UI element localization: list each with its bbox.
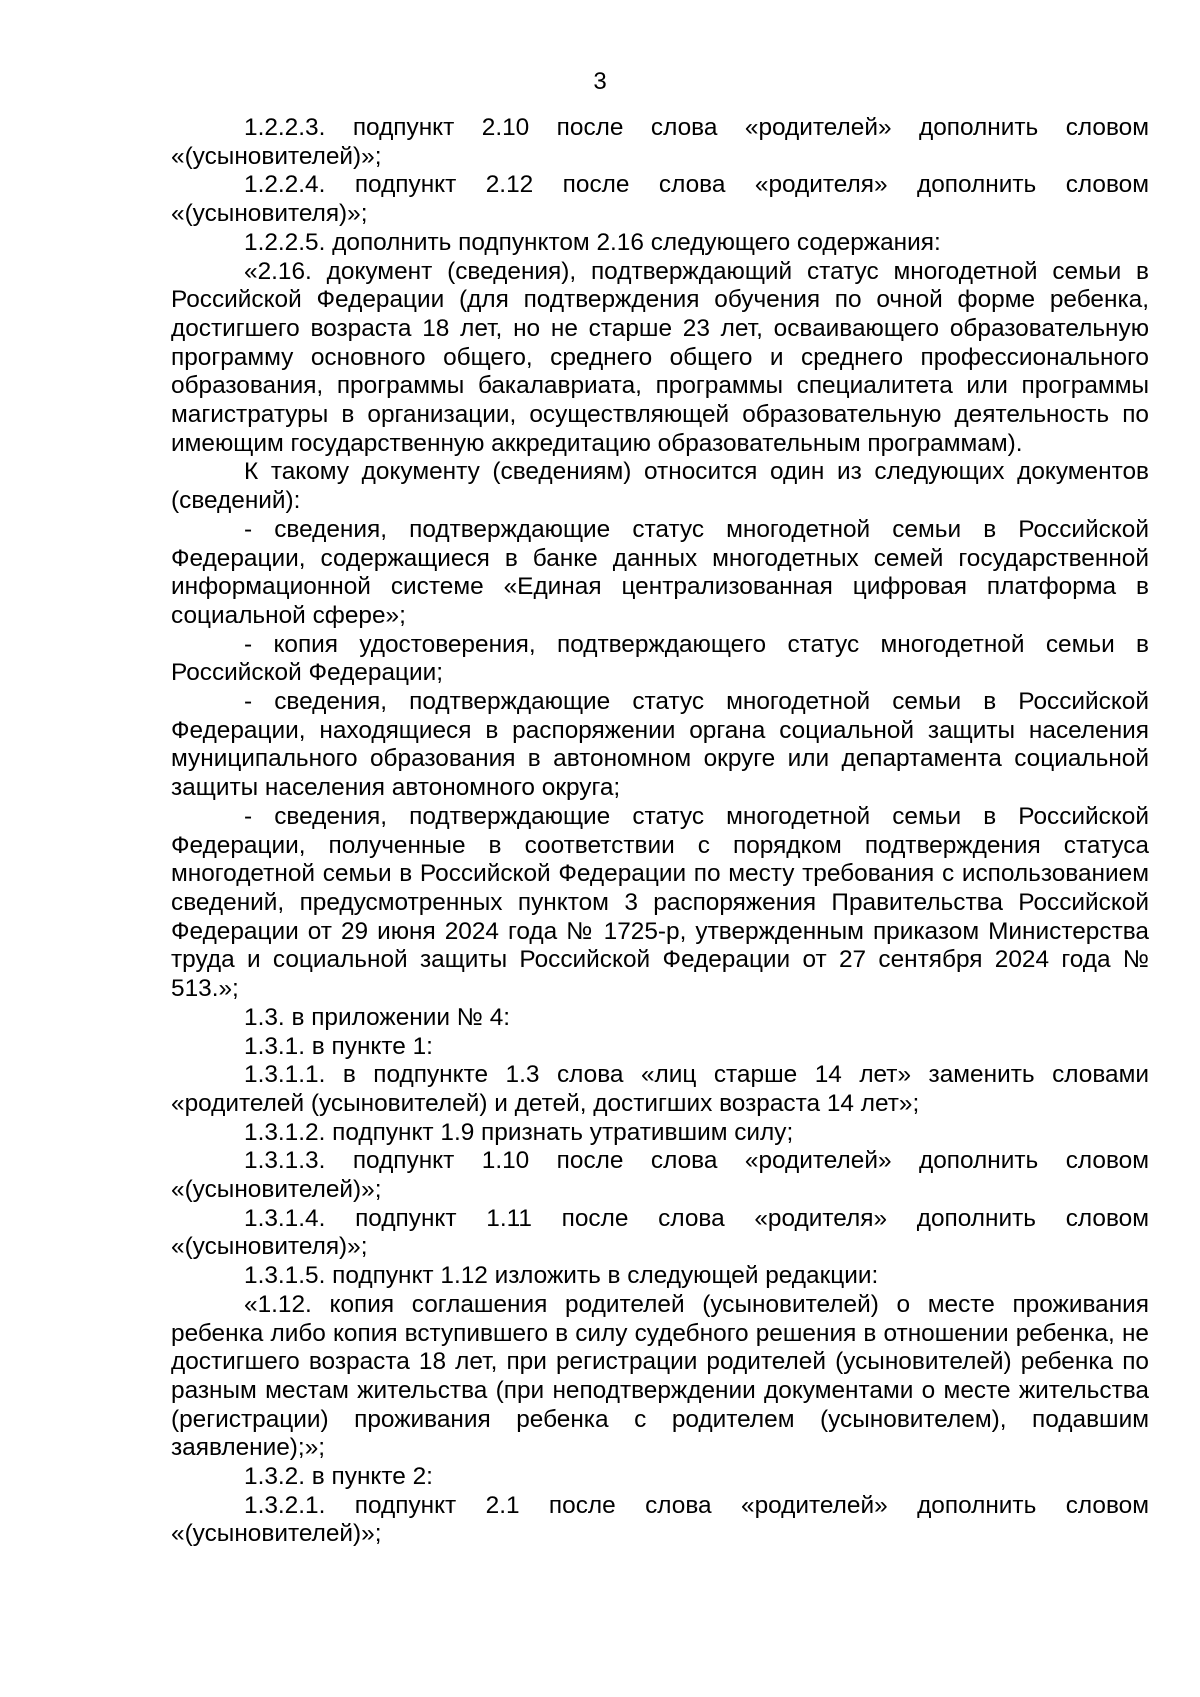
paragraph-1-2-2-5: 1.2.2.5. дополнить подпунктом 2.16 следующего содержания: [244, 228, 941, 256]
paragraph-1-3-1-2: 1.3.1.2. подпункт 1.9 признать утратившим силу; [244, 1118, 794, 1146]
paragraph-1-3-1-1: 1.3.1.1. в подпункте 1.3 слова «лиц старше 14 лет» заменить словами «родителей (усыновителей) и детей, достигших возраста 14 лет»; [171, 1061, 1149, 1117]
list-item-registry-data: - сведения, подтверждающие статус многодетной семьи в Российской Федерации, содержащиеся в банке данных многодетных семей государственной информационной системе «Единая централизованная цифровая платформа в социальной сфере»; [171, 515, 1149, 629]
paragraph-1-2-2-4: 1.2.2.4. подпункт 2.12 после слова «родителя» дополнить словом «(усыновителя)»; [171, 171, 1149, 228]
paragraph-2-16-quote: «2.16. документ (сведения), подтверждающий статус многодетной семьи в Российской Федерации (для подтверждения обучения по очной форме ребенка, достигшего возраста 18 лет, но не старше 23 лет, осваивающего образовательную программу основного общего, среднего общего и среднего профессионального образования, программы бакалавриата, программы специалитета или программы магистратуры в организации, осуществляющей образовательную деятельность по имеющим государственную аккредитацию образовательным программам). [171, 257, 1149, 457]
paragraph-1-3: 1.3. в приложении № 4: [244, 1003, 511, 1031]
paragraph-1-3-2-1: 1.3.2.1. подпункт 2.1 после слова «родителей» дополнить словом «(усыновителей)»; [171, 1491, 1149, 1548]
paragraph-1-3-1-3: 1.3.1.3. подпункт 1.10 после слова «родителей» дополнить словом «(усыновителей)»; [171, 1147, 1149, 1204]
list-item-certificate-copy: - копия удостоверения, подтверждающего статус многодетной семьи в Российской Федерации; [171, 630, 1149, 687]
paragraph-1-3-1-4: 1.3.1.4. подпункт 1.11 после слова «родителя» дополнить словом «(усыновителя)»; [171, 1204, 1149, 1261]
paragraph-1-3-2: 1.3.2. в пункте 2: [244, 1463, 433, 1491]
paragraph-1-3-1-5: 1.3.1.5. подпункт 1.12 изложить в следующей редакции: [244, 1262, 879, 1290]
page-number: 3 [593, 68, 607, 95]
paragraph-1-12-quote: «1.12. копия соглашения родителей (усыновителей) о месте проживания ребенка либо копия вступившего в силу судебного решения в отношении ребенка, не достигшего возраста 18 лет, при регистрации родителей (усыновителей) ребенка по разным местам жительства (при неподтверждении документами о месте жительства (регистрации) проживания ребенка с родителем (усыновителем), подавшим заявление);»; [171, 1290, 1149, 1462]
document-body [171, 114, 1149, 1549]
paragraph-document-list-intro: К такому документу (сведениям) относится один из следующих документов (сведений): [171, 458, 1149, 515]
paragraph-1-3-1: 1.3.1. в пункте 1: [244, 1032, 433, 1060]
paragraph-1-2-2-3: 1.2.2.3. подпункт 2.10 после слова «родителей» дополнить словом «(усыновителей)»; [171, 114, 1149, 170]
list-item-social-protection-data: - сведения, подтверждающие статус многодетной семьи в Российской Федерации, находящиеся в распоряжении органа социальной защиты населения муниципального образования в автономном округе или департамента социальной защиты населения автономного округа; [171, 688, 1149, 802]
list-item-confirmation-procedure: - сведения, подтверждающие статус многодетной семьи в Российской Федерации, полученные в соответствии с порядком подтверждения статуса многодетной семьи в Российской Федерации по месту требования с использованием сведений, предусмотренных пунктом 3 распоряжения Правительства Российской Федерации от 29 июня 2024 года № 1725-р, утвержденным приказом Министерства труда и социальной защиты Российской Федерации от 27 сентября 2024 года № 513.»; [171, 802, 1149, 1003]
